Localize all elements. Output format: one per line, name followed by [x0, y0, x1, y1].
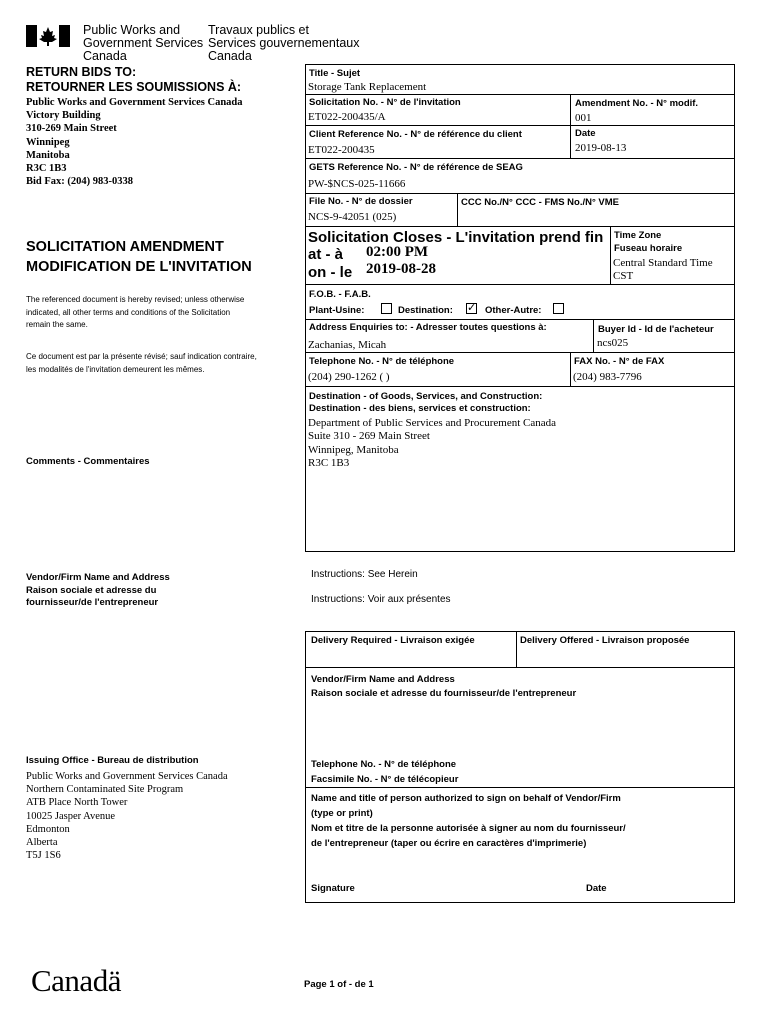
buyer-id-label: Buyer Id - Id de l'acheteur [598, 324, 714, 335]
authorized-label-line: Nom et titre de la personne autorisée à signer au nom du fournisseur/ [311, 823, 626, 834]
vendor-label-left [26, 572, 170, 610]
form-divider [570, 352, 571, 386]
check-mark-icon: ✓ [467, 301, 477, 314]
fax-label: FAX No. - N° de FAX [574, 356, 665, 367]
other-autre-checkbox[interactable] [553, 303, 564, 314]
amendment-number-value: 001 [575, 112, 592, 124]
address-line: Public Works and Government Services Canada [26, 771, 228, 782]
authorized-label-line: Name and title of person authorized to sign on behalf of Vendor/Firm [311, 793, 621, 804]
dept-fr-line: Services gouvernementaux [208, 36, 360, 50]
form-divider [570, 94, 571, 158]
authorized-person-label [311, 791, 626, 851]
address-line: Victory Building [26, 110, 101, 122]
address-line: Department of Public Services and Procurement Canada [308, 417, 557, 429]
client-reference-value: ET022-200435 [308, 144, 375, 156]
address-enquiries-label: Address Enquiries to: - Adresser toutes questions à: [309, 322, 547, 333]
time-zone-label [614, 229, 682, 255]
instructions-fr: Instructions: Voir aux présentes [311, 594, 451, 605]
address-line: Winnipeg [26, 136, 70, 148]
gets-reference-label: GETS Reference No. - N° de référence de SEAG [309, 162, 523, 173]
dept-fr-line: Canada [208, 49, 252, 63]
return-bids-address [26, 96, 243, 188]
vendor-name-address-label [311, 673, 576, 701]
destination-label-fr: Destination - des biens, services et construction: [309, 402, 531, 414]
telephone-label: Telephone No. - N° de téléphone [309, 356, 455, 367]
address-line: Public Works and Government Services Canada [26, 97, 243, 108]
form-divider [305, 193, 735, 194]
note-line: indicated, all other terms and conditions of the Solicitation [26, 307, 231, 317]
form-divider [305, 787, 735, 788]
time-zone-label-en: Time Zone [614, 230, 662, 241]
amendment-note-en [26, 294, 244, 332]
form-divider [593, 319, 594, 352]
form-divider [305, 226, 735, 227]
time-zone-value-line: Central Standard Time [613, 257, 713, 269]
comments-label: Comments - Commentaires [26, 456, 150, 467]
ccc-number-label: CCC No./N° CCC - FMS No./N° VME [461, 197, 620, 208]
amendment-title-fr: MODIFICATION DE L'INVITATION [26, 259, 252, 275]
plant-usine-label: Plant-Usine: [309, 305, 365, 316]
destination-option-label: Destination: [398, 305, 453, 316]
form-divider [610, 226, 611, 284]
note-line: The referenced document is hereby revised; unless otherwise [26, 295, 245, 304]
title-label: Title - Sujet [309, 68, 361, 79]
address-line: Alberta [26, 837, 58, 849]
address-line: Edmonton [26, 823, 70, 835]
buyer-id-value: ncs025 [597, 337, 629, 349]
destination-checkbox[interactable] [466, 303, 477, 314]
address-line: R3C 1B3 [308, 456, 350, 469]
delivery-required-label: Delivery Required - Livraison exigée [311, 635, 475, 646]
solicitation-closes-label: Solicitation Closes - L'invitation prend fin [308, 229, 604, 246]
form-divider [305, 319, 735, 320]
address-line: Suite 310 - 269 Main Street [308, 430, 430, 443]
solicitation-number-value: ET022-200435/A [308, 111, 386, 123]
closes-on-label: on - le [308, 264, 353, 281]
address-line: R3C 1B3 [26, 163, 67, 175]
client-reference-label: Client Reference No. - N° de référence du client [309, 129, 522, 140]
telephone-value: (204) 290-1262 ( ) [308, 371, 390, 383]
note-line: Ce document est par la présente révisé; sauf indication contraire, [26, 352, 257, 361]
form-divider [305, 667, 735, 668]
page-number: Page 1 of - de 1 [304, 979, 374, 990]
vendor-name-address-input[interactable] [310, 702, 730, 752]
closes-on-value: 2019-08-28 [366, 261, 436, 277]
vendor-label-line: fournisseur/de l'entrepreneur [26, 597, 159, 608]
authorized-label-line: (type or print) [311, 808, 373, 819]
dept-fr-line: Travaux publics et [208, 23, 309, 37]
department-name-fr [208, 24, 359, 63]
closes-at-label: at - à [308, 246, 344, 263]
address-enquiries-value: Zachanias, Micah [308, 339, 387, 351]
fax-value: (204) 983-7796 [573, 371, 642, 383]
date-label: Date [575, 128, 596, 139]
issuing-office-address [26, 770, 228, 862]
destination-label-en: Destination - of Goods, Services, and Construction: [309, 391, 543, 402]
bid-fax-line: Bid Fax: (204) 983-0338 [26, 176, 134, 188]
return-bids-title-en: RETURN BIDS TO: [26, 65, 137, 79]
form-divider [305, 94, 735, 95]
form-divider [516, 631, 517, 667]
address-line: 310-269 Main Street [26, 123, 117, 135]
vendor-telephone-label: Telephone No. - N° de téléphone [311, 759, 457, 770]
time-zone-label-fr: Fuseau horaire [614, 243, 683, 254]
address-line: Northern Contaminated Site Program [26, 784, 184, 796]
time-zone-value-line: CST [613, 270, 634, 282]
authorized-person-input[interactable] [310, 852, 730, 878]
time-zone-value [613, 257, 713, 283]
amendment-title-en: SOLICITATION AMENDMENT [26, 239, 224, 255]
form-divider [305, 386, 735, 387]
canada-wordmark: Canadä [31, 963, 121, 998]
instructions-en: Instructions: See Herein [311, 569, 418, 580]
plant-usine-checkbox[interactable] [381, 303, 392, 314]
address-line: 10025 Jasper Avenue [26, 810, 116, 822]
vendor-label-line: Raison sociale et adresse du [26, 584, 157, 596]
solicitation-number-label: Solicitation No. - N° de l'invitation [309, 97, 461, 108]
vendor-label-line: Vendor/Firm Name and Address [311, 674, 455, 685]
gets-reference-value: PW-$NCS-025-11666 [308, 178, 406, 190]
address-line: T5J 1S6 [26, 850, 61, 862]
file-number-value: NCS-9-42051 (025) [308, 211, 397, 223]
department-name-en [83, 24, 203, 63]
title-value: Storage Tank Replacement [308, 81, 427, 93]
authorized-label-line: de l'entrepreneur (taper ou écrire en caractères d'imprimerie) [311, 838, 587, 849]
address-line: Winnipeg, Manitoba [308, 443, 399, 456]
closes-at-value: 02:00 PM [366, 244, 429, 260]
form-divider [305, 125, 735, 126]
file-number-label: File No. - N° de dossier [309, 196, 413, 207]
address-line: ATB Place North Tower [26, 797, 128, 809]
signature-label: Signature [311, 883, 355, 894]
dept-en-line: Government Services [83, 36, 204, 50]
vendor-label-line: Vendor/Firm Name and Address [26, 572, 170, 583]
destination-address [308, 417, 556, 470]
vendor-facsimile-label: Facsimile No. - N° de télécopieur [311, 774, 459, 785]
form-divider [457, 193, 458, 226]
return-bids-title [26, 65, 241, 95]
delivery-offered-label: Delivery Offered - Livraison proposée [520, 635, 690, 646]
date-value: 2019-08-13 [575, 142, 627, 154]
vendor-label-line: Raison sociale et adresse du fournisseur/de l'entrepreneur [311, 688, 577, 699]
amendment-note-fr [26, 351, 257, 376]
dept-en-line: Canada [83, 49, 127, 63]
amendment-number-label: Amendment No. - N° modif. [575, 98, 699, 109]
return-bids-title-fr: RETOURNER LES SOUMISSIONS À: [26, 80, 242, 94]
address-line: Manitoba [26, 149, 70, 161]
dept-en-line: Public Works and [83, 23, 181, 37]
other-autre-label: Other-Autre: [485, 305, 542, 316]
form-divider [305, 352, 735, 353]
issuing-office-label: Issuing Office - Bureau de distribution [26, 755, 199, 766]
signature-date-label: Date [586, 883, 607, 894]
note-line: les modalités de l'invitation demeurent les mêmes. [26, 364, 205, 374]
form-divider [305, 284, 735, 285]
form-divider [305, 158, 735, 159]
destination-goods-label [309, 391, 542, 414]
fob-label: F.O.B. - F.A.B. [309, 289, 371, 300]
note-line: remain the same. [26, 320, 88, 329]
canada-flag-icon [26, 25, 70, 47]
amendment-title [26, 237, 252, 277]
